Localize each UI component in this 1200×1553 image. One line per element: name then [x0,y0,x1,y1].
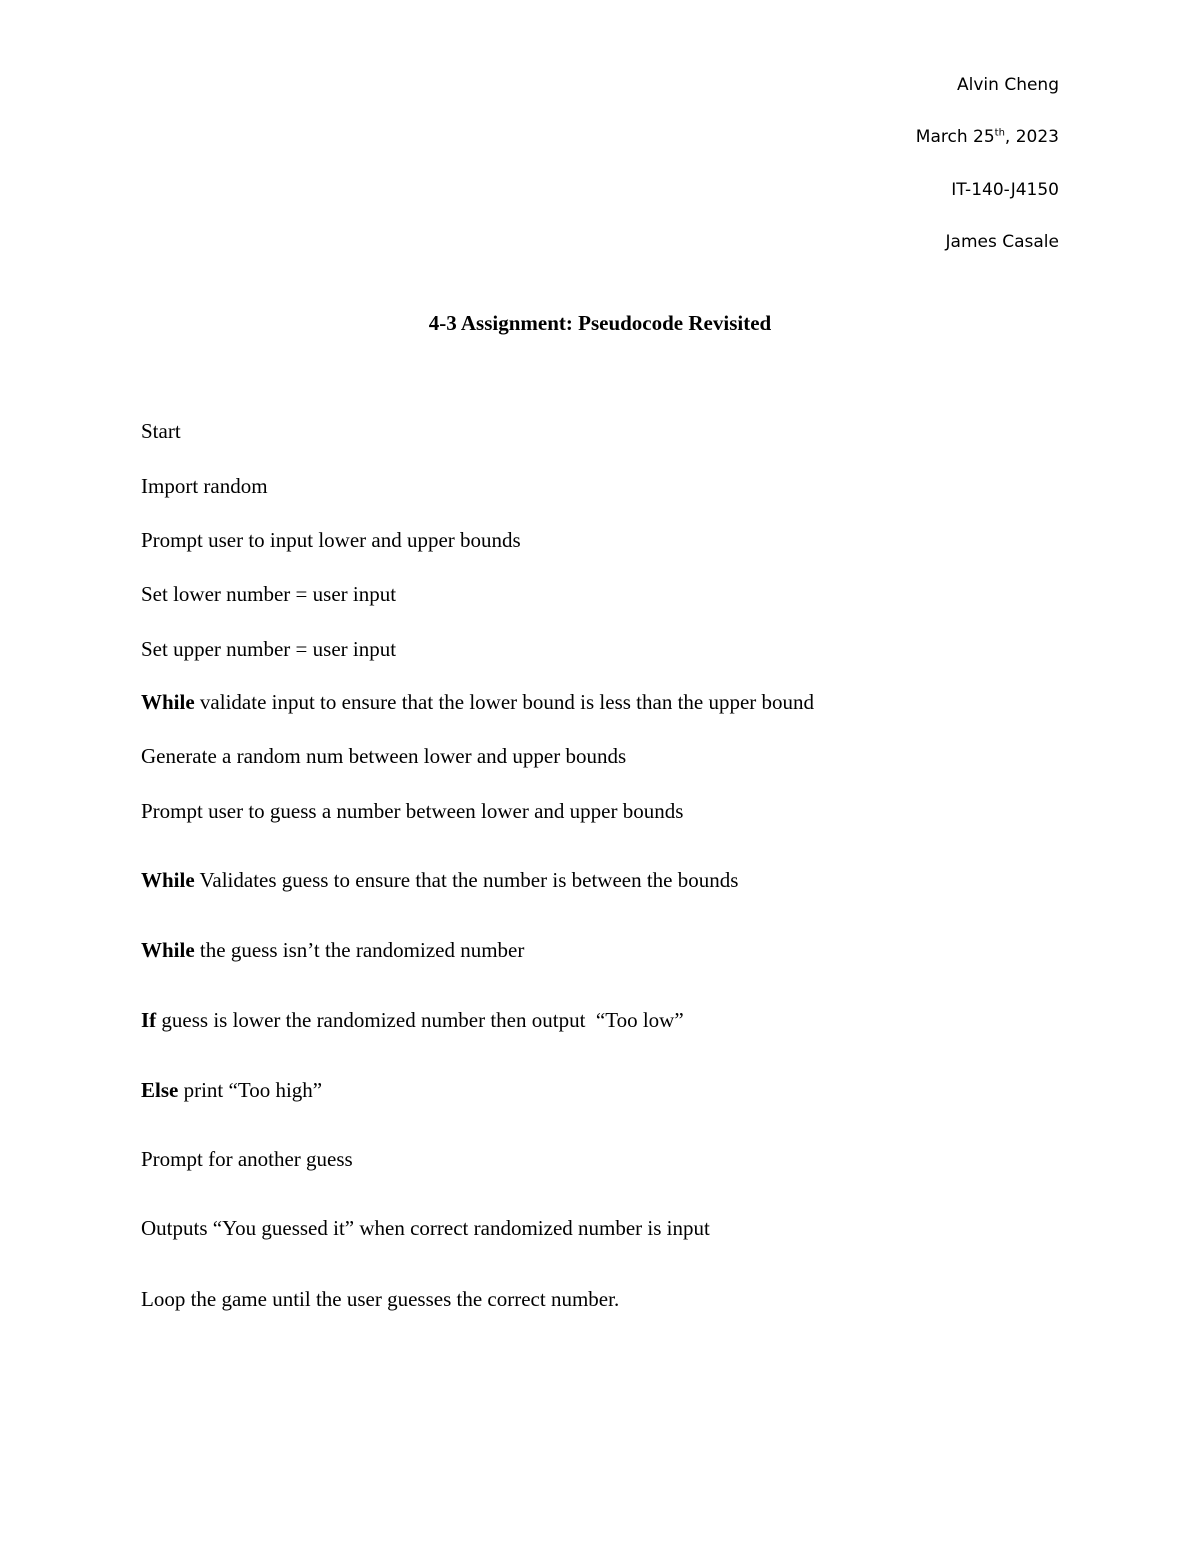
line-text: Set upper number = user input [141,637,397,661]
pseudocode-line [141,798,683,824]
course-code: IT-140-J4150 [951,180,1059,200]
line-keyword: While [141,868,195,892]
pseudocode-line [141,636,396,662]
line-text: Validates guess to ensure that the number is between the bounds [194,868,739,892]
line-text: guess is lower the randomized number then output “Too low” [156,1008,684,1032]
line-text: the guess isn’t the randomized number [194,938,525,962]
pseudocode-line [141,867,738,893]
line-keyword: If [141,1008,157,1032]
assignment-date [916,127,1059,147]
pseudocode-line [141,1286,619,1312]
date-text: March 25 [915,127,995,147]
pseudocode-line [141,689,814,715]
line-text: Prompt for another guess [141,1147,353,1171]
pseudocode-line [141,581,396,607]
instructor-name: James Casale [945,232,1059,252]
line-keyword: While [141,938,195,962]
date-ordinal-suffix: th [994,127,1005,139]
line-text: Start [141,419,181,443]
line-text: Set lower number = user input [141,582,397,606]
line-keyword: Else [141,1078,179,1102]
pseudocode-line [141,418,181,444]
pseudocode-line [141,743,626,769]
line-text: Import random [141,474,268,498]
date-year: , 2023 [1004,127,1059,147]
line-text: print “Too high” [178,1078,323,1102]
line-text: Prompt user to guess a number between lower and upper bounds [141,799,684,823]
line-text: Generate a random num between lower and upper bounds [141,744,627,768]
pseudocode-line [141,527,521,553]
line-keyword: While [141,690,195,714]
author-name: Alvin Cheng [957,75,1059,95]
document-title: 4-3 Assignment: Pseudocode Revisited [428,311,772,335]
pseudocode-line [141,473,268,499]
line-text: Prompt user to input lower and upper bounds [141,528,521,552]
pseudocode-line [141,1007,684,1033]
line-text: Outputs “You guessed it” when correct randomized number is input [141,1216,710,1240]
pseudocode-line [141,1215,710,1241]
pseudocode-line [141,1077,322,1103]
line-text: Loop the game until the user guesses the correct number. [141,1287,620,1311]
line-text: validate input to ensure that the lower bound is less than the upper bound [194,690,815,714]
pseudocode-line [141,1146,353,1172]
pseudocode-line [141,937,524,963]
